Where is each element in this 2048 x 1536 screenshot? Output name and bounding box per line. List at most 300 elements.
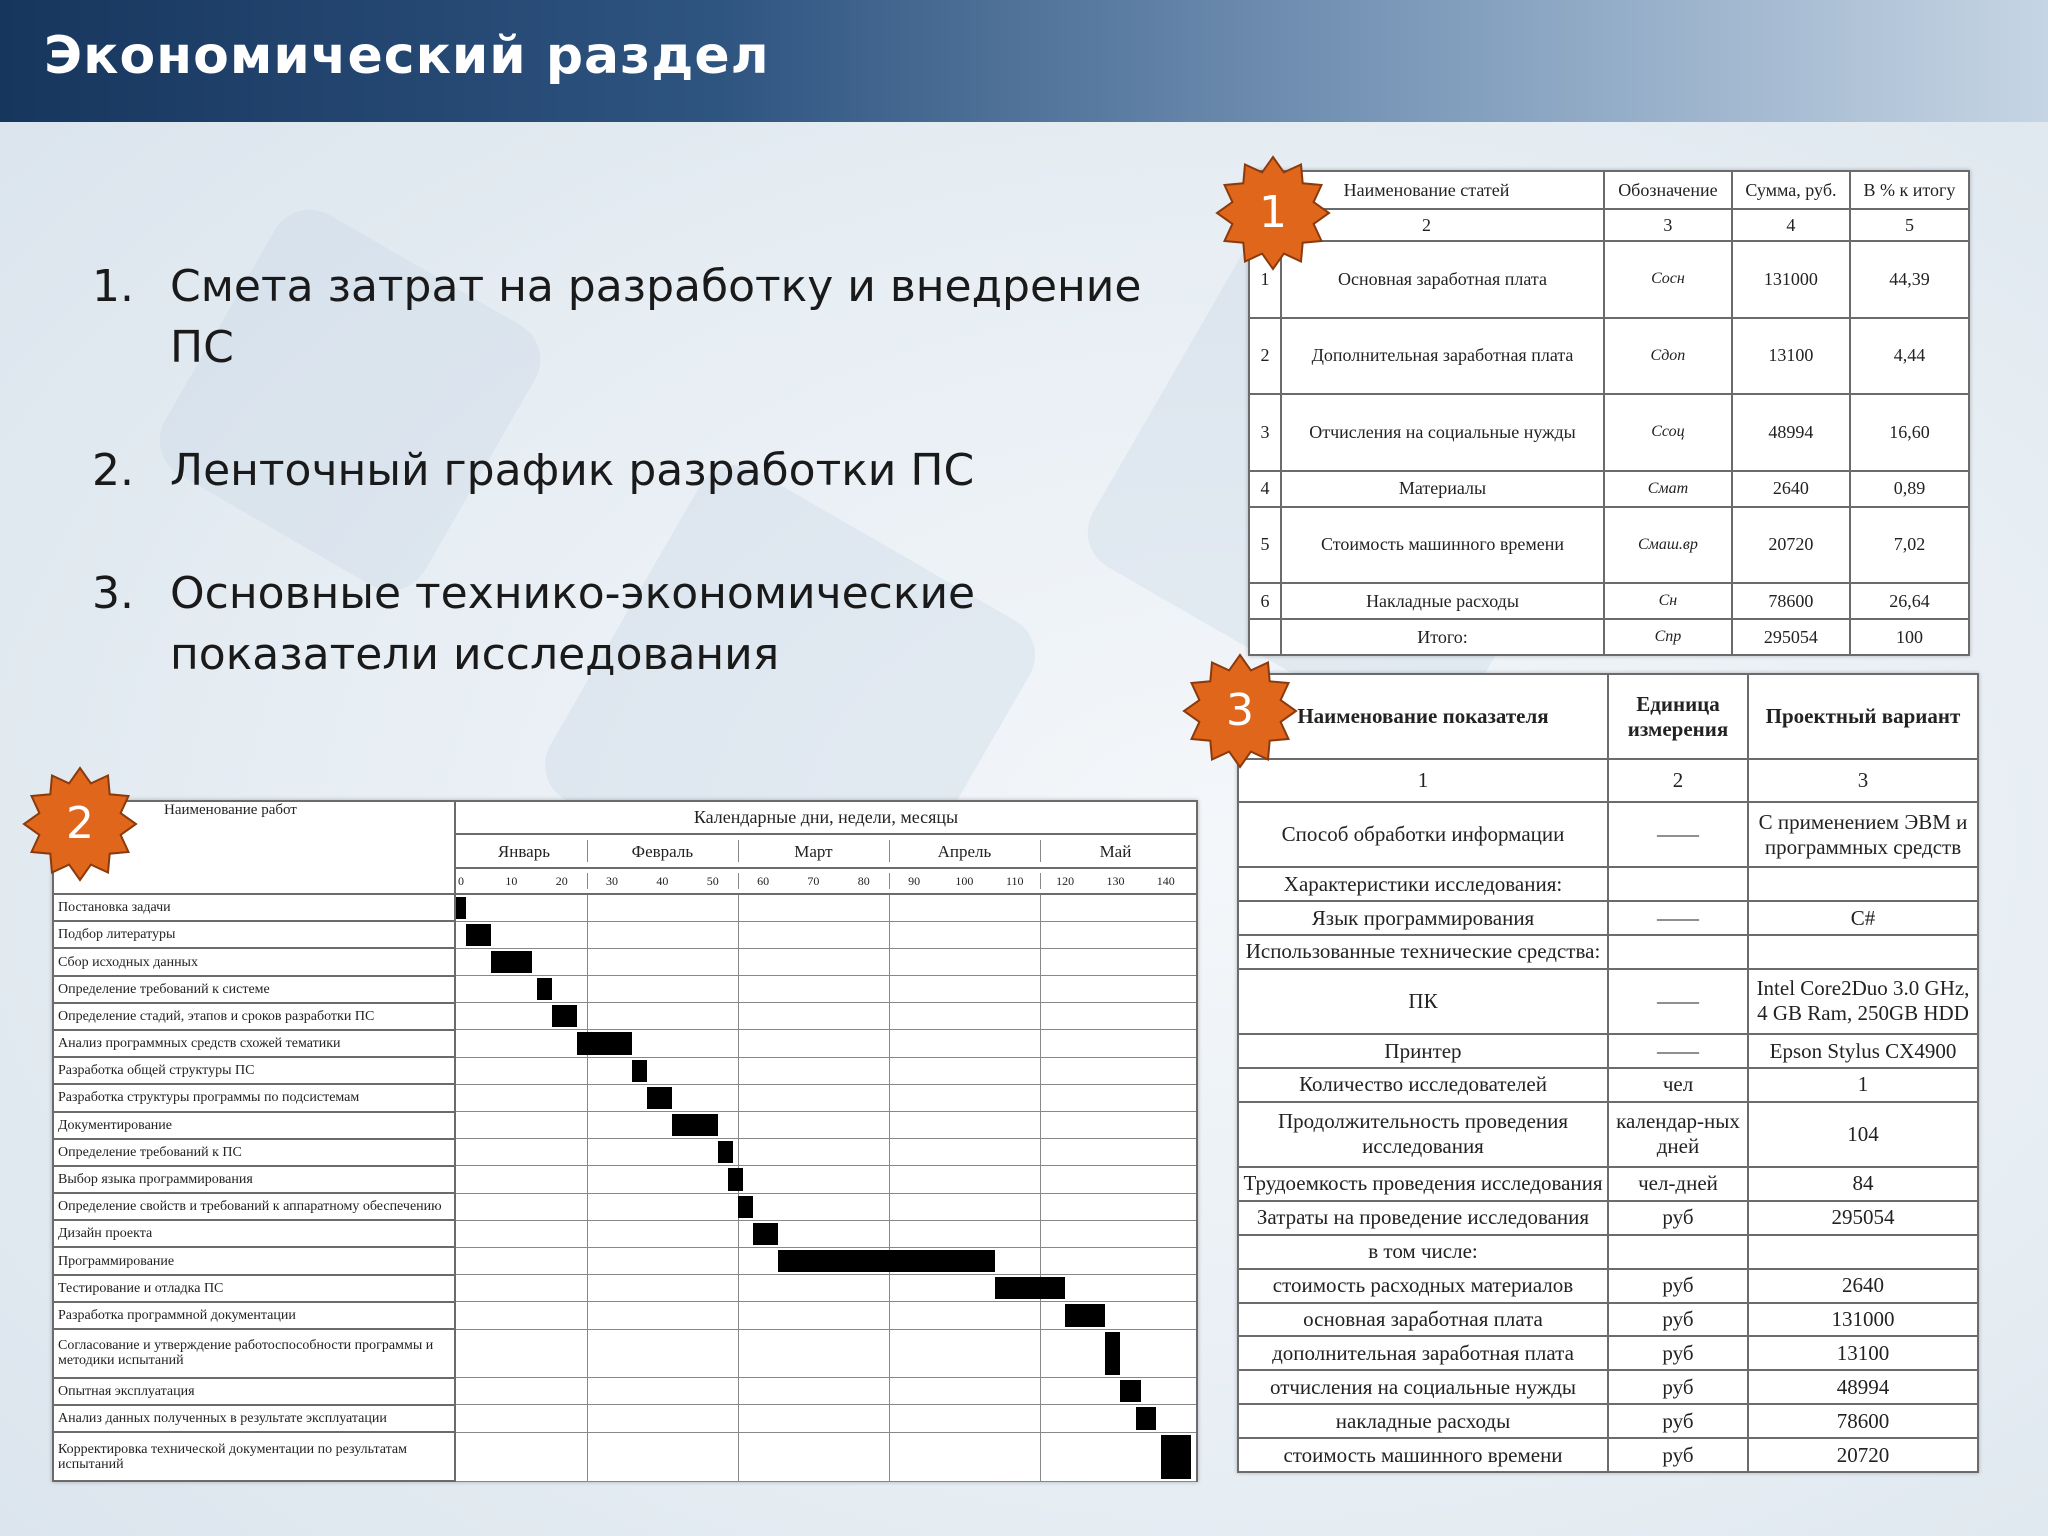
table-row [1238,1068,1978,1102]
item-symbol: Cн [1604,583,1732,619]
agenda-item-text: Основные технико-экономические показатели исследования [170,568,976,680]
column-header: Единица измерения [1608,674,1748,759]
indicator-unit: руб [1608,1269,1748,1303]
indicator-value: 20720 [1748,1438,1978,1472]
month-label: Март [794,842,833,862]
table-row [1238,1102,1978,1167]
month-divider [889,1330,890,1378]
badge-3 [1180,651,1300,771]
tick-label: 140 [1156,874,1175,889]
column-number: 1 [1238,759,1608,802]
month-divider [889,1139,890,1165]
gantt-task-row [53,1329,1197,1378]
table-row [1238,1336,1978,1370]
task-name: Корректировка технической документации по результатам испытаний [53,1432,455,1481]
task-name: Разработка структуры программы по подсистемам [53,1084,455,1111]
total-sum: 295054 [1732,619,1850,655]
indicator-unit: чел-дней [1608,1167,1748,1201]
item-symbol: Cмат [1604,471,1732,507]
column-header: Наименование статей [1249,171,1604,209]
month-divider [738,1378,739,1404]
indicator-unit: руб [1608,1438,1748,1472]
month-divider [1040,1166,1041,1192]
task-bar [1136,1407,1156,1429]
badge-number: 2 [66,798,94,849]
task-name: Определение требований к системе [53,976,455,1003]
tick-label: 10 [505,874,518,889]
indicator-name: Использованные технические средства: [1238,935,1608,969]
month-divider [587,1112,588,1138]
item-name: Накладные расходы [1281,583,1604,619]
month-divider [587,873,588,889]
indicator-name: дополнительная заработная плата [1238,1336,1608,1370]
month-divider [889,1378,890,1404]
gantt-task-row [53,1084,1197,1111]
gantt-task-row [53,1030,1197,1057]
item-percent: 4,44 [1850,318,1969,395]
month-divider [738,1275,739,1301]
gantt-task-row [53,1139,1197,1166]
gantt-task-row [53,1275,1197,1302]
task-timeline [455,1057,1197,1084]
task-timeline [455,976,1197,1003]
column-header: Сумма, руб. [1732,171,1850,209]
task-name: Документирование [53,1112,455,1139]
month-divider [1040,1085,1041,1111]
month-divider [889,922,890,948]
row-number: 3 [1249,394,1281,471]
indicator-unit: —— [1608,802,1748,867]
indicator-unit: руб [1608,1370,1748,1404]
indicator-value [1748,935,1978,969]
item-sum: 131000 [1732,241,1850,318]
month-divider [889,873,890,889]
month-divider [587,1378,588,1404]
table-row [1238,1201,1978,1235]
item-name: Отчисления на социальные нужды [1281,394,1604,471]
task-bar [537,978,552,1000]
months-cell [455,834,1197,868]
column-header: Обозначение [1604,171,1732,209]
item-percent: 0,89 [1850,471,1969,507]
badge-number: 3 [1226,685,1254,736]
table-row [1249,394,1969,471]
column-number: 4 [1732,209,1850,241]
month-divider [738,1030,739,1056]
item-sum: 2640 [1732,471,1850,507]
month-divider [1040,1302,1041,1328]
task-name: Анализ данных полученных в результате эксплуатации [53,1405,455,1432]
row-number: 4 [1249,471,1281,507]
indicator-name: накладные расходы [1238,1404,1608,1438]
tick-label: 20 [555,874,568,889]
gantt-chart-card [52,800,1198,1482]
month-divider [1040,1330,1041,1378]
task-bar [1161,1435,1191,1479]
month-divider [587,1330,588,1378]
month-divider [587,922,588,948]
month-divider [587,1221,588,1247]
task-name: Выбор языка программирования [53,1166,455,1193]
indicator-unit: —— [1608,1034,1748,1068]
task-bar [552,1005,577,1027]
month-divider [587,1405,588,1431]
month-divider [587,1302,588,1328]
gantt-task-row [53,976,1197,1003]
item-symbol: Cосн [1604,241,1732,318]
tick-label: 100 [955,874,974,889]
indicator-unit: —— [1608,969,1748,1034]
task-bar [738,1196,753,1218]
task-timeline [455,1302,1197,1329]
month-divider [889,1030,890,1056]
indicator-unit: —— [1608,901,1748,935]
indicators-table [1237,673,1979,1473]
month-divider [1040,1058,1041,1084]
task-bar [491,951,531,973]
agenda-item [92,256,1192,378]
month-divider [889,1221,890,1247]
month-divider [889,1166,890,1192]
month-divider [889,1275,890,1301]
month-divider [738,1221,739,1247]
month-divider [738,1433,739,1481]
indicator-value: 104 [1748,1102,1978,1167]
gantt-chart [52,800,1198,1482]
indicator-unit: руб [1608,1404,1748,1438]
indicator-value [1748,1235,1978,1269]
task-bar [456,897,466,919]
indicator-value [1748,867,1978,901]
task-name: Дизайн проекта [53,1220,455,1247]
month-divider [738,1139,739,1165]
month-divider [1040,1112,1041,1138]
month-divider [1040,949,1041,975]
gantt-task-row [53,1166,1197,1193]
agenda-item-number: 1. [92,261,134,312]
column-number: 3 [1748,759,1978,802]
month-divider [1040,840,1041,862]
tick-label: 40 [656,874,669,889]
task-timeline [455,921,1197,948]
task-timeline [455,1193,1197,1220]
indicator-name: Продолжительность проведения исследования [1238,1102,1608,1167]
indicator-value: 1 [1748,1068,1978,1102]
task-name: Разработка общей структуры ПС [53,1057,455,1084]
tick-label: 120 [1056,874,1075,889]
table-total-row [1249,619,1969,655]
table-header-row [1238,674,1978,759]
task-timeline [455,1139,1197,1166]
badge-1 [1213,153,1333,273]
task-bar [1065,1304,1105,1326]
gantt-task-row [53,1432,1197,1481]
item-sum: 13100 [1732,318,1850,395]
month-divider [889,976,890,1002]
task-timeline [455,894,1197,921]
gantt-task-row [53,948,1197,975]
indicator-value: 295054 [1748,1201,1978,1235]
month-divider [587,1166,588,1192]
month-label: Май [1099,842,1132,862]
cost-estimate-table-card [1248,170,1970,656]
task-bar [466,924,491,946]
task-name: Определение свойств и требований к аппаратному обеспечению [53,1193,455,1220]
item-sum: 48994 [1732,394,1850,471]
tick-label: 30 [606,874,619,889]
indicator-name: ПК [1238,969,1608,1034]
month-divider [1040,1194,1041,1220]
task-timeline [455,1247,1197,1274]
indicator-unit: чел [1608,1068,1748,1102]
empty-cell [1249,619,1281,655]
task-name: Тестирование и отладка ПС [53,1275,455,1302]
indicator-name: Принтер [1238,1034,1608,1068]
indicator-name: Язык программирования [1238,901,1608,935]
task-name: Определение требований к ПС [53,1139,455,1166]
indicator-value: 13100 [1748,1336,1978,1370]
task-bar [728,1168,743,1190]
month-divider [587,840,588,862]
agenda-item [92,563,1192,685]
table-row [1238,1438,1978,1472]
month-divider [889,1112,890,1138]
table-row [1238,935,1978,969]
indicator-unit: руб [1608,1303,1748,1337]
tick-label: 80 [857,874,870,889]
column-number: 3 [1604,209,1732,241]
gantt-task-row [53,1247,1197,1274]
month-divider [1040,1405,1041,1431]
month-divider [1040,1139,1041,1165]
table-row [1249,318,1969,395]
calendar-header: Календарные дни, недели, месяцы [455,801,1197,834]
indicator-name: стоимость машинного времени [1238,1438,1608,1472]
month-divider [738,1405,739,1431]
month-divider [889,1003,890,1029]
indicators-table-card [1237,673,1979,1473]
gantt-task-row [53,894,1197,921]
indicator-unit [1608,867,1748,901]
tick-label: 110 [1005,874,1024,889]
table-row [1238,1167,1978,1201]
month-divider [889,895,890,921]
badge-number: 1 [1259,187,1287,238]
indicator-name: в том числе: [1238,1235,1608,1269]
task-name: Разработка программной документации [53,1302,455,1329]
column-number-row [1249,209,1969,241]
month-divider [889,949,890,975]
indicator-name: Трудоемкость проведения исследования [1238,1167,1608,1201]
item-percent: 7,02 [1850,507,1969,584]
indicator-name: отчисления на социальные нужды [1238,1370,1608,1404]
month-divider [738,1302,739,1328]
month-divider [1040,976,1041,1002]
indicator-value: 131000 [1748,1303,1978,1337]
task-column-header: Наименование работ [53,801,455,894]
indicator-name: основная заработная плата [1238,1303,1608,1337]
month-divider [738,1112,739,1138]
table-row [1249,583,1969,619]
table-row [1238,802,1978,867]
indicator-value: Intel Core2Duo 3.0 GHz, 4 GB Ram, 250GB HDD [1748,969,1978,1034]
gantt-task-row [53,1220,1197,1247]
gantt-task-row [53,921,1197,948]
table-row [1238,969,1978,1034]
agenda-item-number: 2. [92,445,134,496]
agenda-list [92,256,1192,747]
month-divider [1040,1030,1041,1056]
gantt-header-row [53,801,1197,834]
month-divider [587,895,588,921]
indicator-value: 78600 [1748,1404,1978,1438]
column-header: Проектный вариант [1748,674,1978,759]
tick-label: 130 [1106,874,1125,889]
tick-label: 60 [757,874,770,889]
task-bar [718,1141,733,1163]
indicator-unit [1608,1235,1748,1269]
table-row [1238,867,1978,901]
item-name: Основная заработная плата [1281,241,1604,318]
table-row [1238,1235,1978,1269]
month-divider [738,873,739,889]
indicator-value: 48994 [1748,1370,1978,1404]
task-timeline [455,1432,1197,1481]
task-timeline [455,1378,1197,1405]
task-name: Опытная эксплуатация [53,1378,455,1405]
month-divider [1040,1248,1041,1274]
month-divider [587,976,588,1002]
column-header: Наименование показателя [1238,674,1608,759]
tick-label: 70 [807,874,820,889]
month-divider [889,840,890,862]
month-divider [587,1194,588,1220]
month-label: Февраль [631,842,694,862]
month-divider [587,1275,588,1301]
month-divider [889,1405,890,1431]
agenda-item-text: Ленточный график разработки ПС [170,445,975,496]
month-divider [889,1433,890,1481]
task-bar [632,1060,647,1082]
task-bar [1120,1380,1140,1402]
month-divider [738,922,739,948]
tick-label: 0 [458,874,465,889]
task-timeline [455,1003,1197,1030]
tick-label: 50 [706,874,719,889]
gantt-task-row [53,1405,1197,1432]
task-timeline [455,1030,1197,1057]
item-name: Стоимость машинного времени [1281,507,1604,584]
month-divider [889,1302,890,1328]
month-divider [1040,1221,1041,1247]
month-divider [738,1330,739,1378]
indicator-unit: календар-ных дней [1608,1102,1748,1167]
task-timeline [455,1329,1197,1378]
month-divider [738,949,739,975]
table-row [1238,901,1978,935]
indicator-name: Характеристики исследования: [1238,867,1608,901]
agenda-item-text: Смета затрат на разработку и внедрение ПС [170,261,1142,373]
slide-title: Экономический раздел [44,26,770,86]
task-name: Согласование и утверждение работоспособности программы и методики испытаний [53,1329,455,1378]
task-name: Постановка задачи [53,894,455,921]
month-divider [587,1058,588,1084]
table-row [1249,471,1969,507]
task-name: Подбор литературы [53,921,455,948]
column-header: В % к итогу [1850,171,1969,209]
task-timeline [455,1084,1197,1111]
month-divider [587,1139,588,1165]
month-divider [738,1085,739,1111]
badge-2 [20,764,140,884]
indicator-name: Способ обработки информации [1238,802,1608,867]
total-label: Итого: [1281,619,1604,655]
column-number-row [1238,759,1978,802]
gantt-task-row [53,1302,1197,1329]
month-divider [587,1085,588,1111]
month-divider [738,895,739,921]
table-header-row [1249,171,1969,209]
gantt-task-row [53,1193,1197,1220]
table-row [1238,1034,1978,1068]
task-timeline [455,1405,1197,1432]
column-number: 5 [1850,209,1969,241]
month-divider [889,1194,890,1220]
month-divider [738,1058,739,1084]
task-bar [672,1114,717,1136]
task-bar [753,1223,778,1245]
slide-header [0,0,2048,122]
gantt-task-row [53,1057,1197,1084]
ticks-cell [455,868,1197,894]
cost-estimate-table [1248,170,1970,656]
table-row [1249,507,1969,584]
month-divider [1040,873,1041,889]
row-number: 5 [1249,507,1281,584]
task-timeline [455,1166,1197,1193]
month-divider [587,1433,588,1481]
month-label: Апрель [937,842,992,862]
month-divider [1040,1378,1041,1404]
table-row [1238,1303,1978,1337]
indicator-name: Количество исследователей [1238,1068,1608,1102]
tick-label: 90 [908,874,921,889]
item-percent: 16,60 [1850,394,1969,471]
row-number: 6 [1249,583,1281,619]
total-percent: 100 [1850,619,1969,655]
item-percent: 26,64 [1850,583,1969,619]
month-divider [587,1003,588,1029]
indicator-name: Затраты на проведение исследования [1238,1201,1608,1235]
table-row [1249,241,1969,318]
indicator-value: 84 [1748,1167,1978,1201]
table-row [1238,1404,1978,1438]
table-row [1238,1370,1978,1404]
indicator-unit: руб [1608,1201,1748,1235]
item-sum: 20720 [1732,507,1850,584]
task-timeline [455,1112,1197,1139]
indicator-value: C# [1748,901,1978,935]
task-bar [577,1032,632,1054]
task-bar [778,1250,994,1272]
column-number: 2 [1249,209,1604,241]
item-sum: 78600 [1732,583,1850,619]
gantt-task-row [53,1378,1197,1405]
task-timeline [455,1220,1197,1247]
indicator-unit [1608,935,1748,969]
task-bar [995,1277,1065,1299]
month-divider [1040,922,1041,948]
